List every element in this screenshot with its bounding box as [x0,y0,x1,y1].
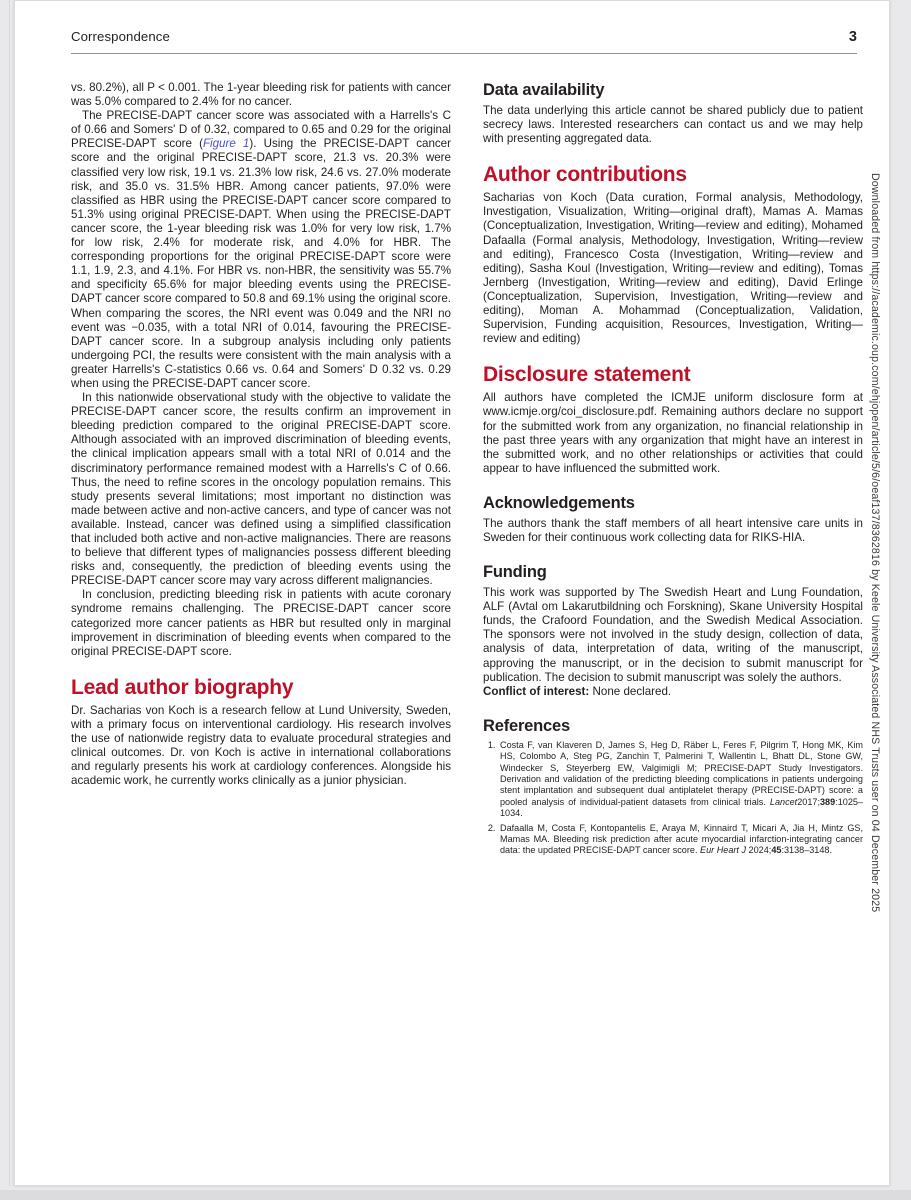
conflict-of-interest [483,685,863,699]
reference-list [483,740,863,857]
conflict-of-interest-value: None declared. [592,684,672,698]
running-head [71,29,857,45]
reference-item [498,740,863,820]
reference-item [498,823,863,857]
data-availability-text: The data underlying this article cannot be shared publicly due to patient secrecy laws. Interested researchers can contact us and we may help with presenting aggregated data. [483,104,863,146]
disclosure-statement-text: All authors have completed the ICMJE uniform disclosure form at www.icmje.org/coi_disclosure.pdf. Remaining authors declare no support for the submitted work from any organization, no financial relationship in the past three years with any organization that might have an interest in the submitted work, and no other relationships or activities that could appear to have influenced the submitted work. [483,391,863,475]
heading-acknowledgements: Acknowledgements [483,493,635,512]
reference-volume: 389 [819,796,836,807]
heading-author-contributions: Author contributions [483,163,687,187]
article-page [14,0,890,1186]
reference-authors-title: Dafaalla M, Costa F, Kontopantelis E, Araya M, Kinnaird T, Micari A, Jia H, Mintz GS, Mamas MA. Bleeding risk prediction after acute myocardial infarction-integrating cancer data: the updated PRECISE-DAPT cancer score. [500,822,863,856]
left-column [71,81,451,860]
paragraph-conclusion: In conclusion, predicting bleeding risk in patients with acute coronary syndrome remains challenging. The PRECISE-DAPT cancer score categorized more cancer patients as HBR but resulted only in marginal improvement in discrimination of bleeding events when compared to the original PRECISE-DAPT score. [71,588,451,658]
reference-pages: :3138–3148. [781,845,833,856]
reference-journal: Lancet [769,796,798,807]
conflict-of-interest-label: Conflict of interest: [483,684,590,698]
paragraph-results-text: The PRECISE-DAPT cancer score was associated with a Harrells's C of 0.66 and Somers' D of 0.32, compared to 0.65 and 0.29 for the original PRECISE-DAPT score (Figure 1). Using the PRECISE-DAPT cancer score and the original PRECISE-DAPT score, 21.3 vs. 20.3% were classified very low risk, 19.1 vs. 21.3% low risk, 24.6 vs. 27.0% moderate risk, and 35.0 vs. 31.5% HBR. Among cancer patients, 97.0% were classified as HBR using the PRECISE-DAPT cancer score compared to 51.3% using original PRECISE-DAPT. When using the PRECISE-DAPT cancer score, the 1-year bleeding risk was 1.0% for very low risk, 1.7% for low risk, 2.4% for moderate risk, and 4.0% for HBR. The corresponding proportions for the original PRECISE-DAPT score were 1.1, 1.9, 2.3, and 4.1%. For HBR vs. non-HBR, the sensitivity was 55.7% and specificity 65.6% for major bleeding events using the PRECISE-DAPT cancer score compared to 50.8 and 69.1% using the original score. When comparing the scores, the NRI event was 0.049 and the NRI no event was −0.035, with a total NRI of 0.014, favouring the PRECISE-DAPT cancer score. In a subgroup analysis including only patients undergoing PCI, the results were consistent with the main analysis with a greater Harrells's C-statistics 0.66 vs. 0.64 and Somers' D 0.32 vs. 0.29 when using the PRECISE-DAPT cancer score. [71,109,451,390]
running-head-label: Correspondence [71,29,170,44]
right-column [483,81,863,860]
heading-disclosure-statement: Disclosure statement [483,363,691,387]
heading-funding: Funding [483,563,547,582]
paragraph-continuation: vs. 80.2%), all P < 0.001. The 1-year bleeding risk for patients with cancer was 5.0% compared to 2.4% for no cancer. [71,81,451,109]
heading-references: References [483,716,570,735]
author-contributions-text: Sacharias von Koch (Data curation, Formal analysis, Methodology, Investigation, Visualization, Writing—original draft), Mamas A. Mamas (Conceptualization, Investigation, Writing—review and editing), Mohamed Dafaalla (Formal analysis, Methodology, Investigation, Writing—review and editing), Francesco Costa (Investigation, Writing—review and editing), Sasha Koul (Investigation, Writing—review and editing), Tomas Jernberg (Investigation, Writing—review and editing), David Erlinge (Conceptualization, Supervision, Investigation, Writing—review and editing), Moman A. Mohammad (Conceptualization, Validation, Supervision, Funding acquisition, Resources, Investigation, Writing—review and editing) [483,191,863,346]
reference-year: 2017; [797,796,820,807]
reference-journal: Eur Heart J [700,845,747,856]
paragraph-results [71,109,451,391]
funding-text: This work was supported by The Swedish Heart and Lung Foundation, ALF (Avtal om Lakarutbildning och Forskning), Skane University Hospital funds, the Crafoord Foundation, and the Swedish Medical Association. The sponsors were not involved in the study design, collection of data, analysis of data, interpretation of data, writing of the manuscript, approving the manuscript, or in the decision to submit manuscript for publication. The decision to submit manuscript was solely the authors. [483,586,863,684]
two-column-body [71,81,863,860]
download-provenance-stamp: Downloaded from https://academic.oup.com/ehjopen/article/5/6/oeaf137/8362816 by Keele University Associated NHS Trusts user on 04 December 2025 [869,173,881,913]
lead-author-biography-text: Dr. Sacharias von Koch is a research fellow at Lund University, Sweden, with a primary focus on interventional cardiology. His research involves the use of nationwide registry data to evaluate procedural strategies and clinical outcomes. Dr. von Koch is active in international collaborations and regularly presents his work at cardiology conferences. Alongside his academic work, he currently works clinically as a junior physician. [71,703,451,788]
running-head-rule [71,53,857,54]
reference-year: 2024; [746,845,772,856]
viewer-bottom-bar [0,1190,911,1200]
paragraph-discussion: In this nationwide observational study with the objective to validate the PRECISE-DAPT cancer score, the results confirm an improvement in bleeding prediction compared to the original PRECISE-DAPT score. Although associated with an improved discrimination of bleeding events, the clinical implication appears small with a total NRI of 0.014 and the discriminatory performance remained modest with a Harrells's C of 0.66. Thus, the need to refine scores in the oncology population remains. This study presents several limitations; most important no distinction was made between active and non-active cancers, and type of cancer was not available. Instead, cancer was defined using a simplified classification that included both active and non-active malignancies. There are reasons to believe that different types of malignancies possess different bleeding risks and, consequently, the prediction of bleeding events using the PRECISE-DAPT cancer score may vary across different malignancies. [71,391,451,588]
acknowledgements-text: The authors thank the staff members of all heart intensive care units in Sweden for their continuous work collecting data for RIKS-HIA. [483,516,863,544]
heading-data-availability: Data availability [483,81,605,99]
heading-lead-author-biography: Lead author biography [71,675,294,699]
reference-authors-title: Costa F, van Klaveren D, James S, Heg D, Räber L, Feres F, Pilgrim T, Hong MK, Kim HS, Colombo A, Steg PG, Zanchin T, Palmerini T, Wallentin L, Bhatt DL, Stone GW, Windecker S, Steyerberg EW, Valgimigli M; PRECISE-DAPT Study Investigators. Derivation and validation of the predicting bleeding complications in patients undergoing stent implantation and subsequent dual antiplatelet therapy (PRECISE-DAPT) score: a pooled analysis of individual-patient datasets from clinical trials. [500,739,863,807]
page-gutter-seam [9,0,10,1186]
reference-volume: 45 [771,845,782,856]
figure-1-link[interactable]: Figure 1 [202,137,250,151]
page-number: 3 [848,29,857,45]
reference-pages: :1025–1034. [500,796,863,819]
